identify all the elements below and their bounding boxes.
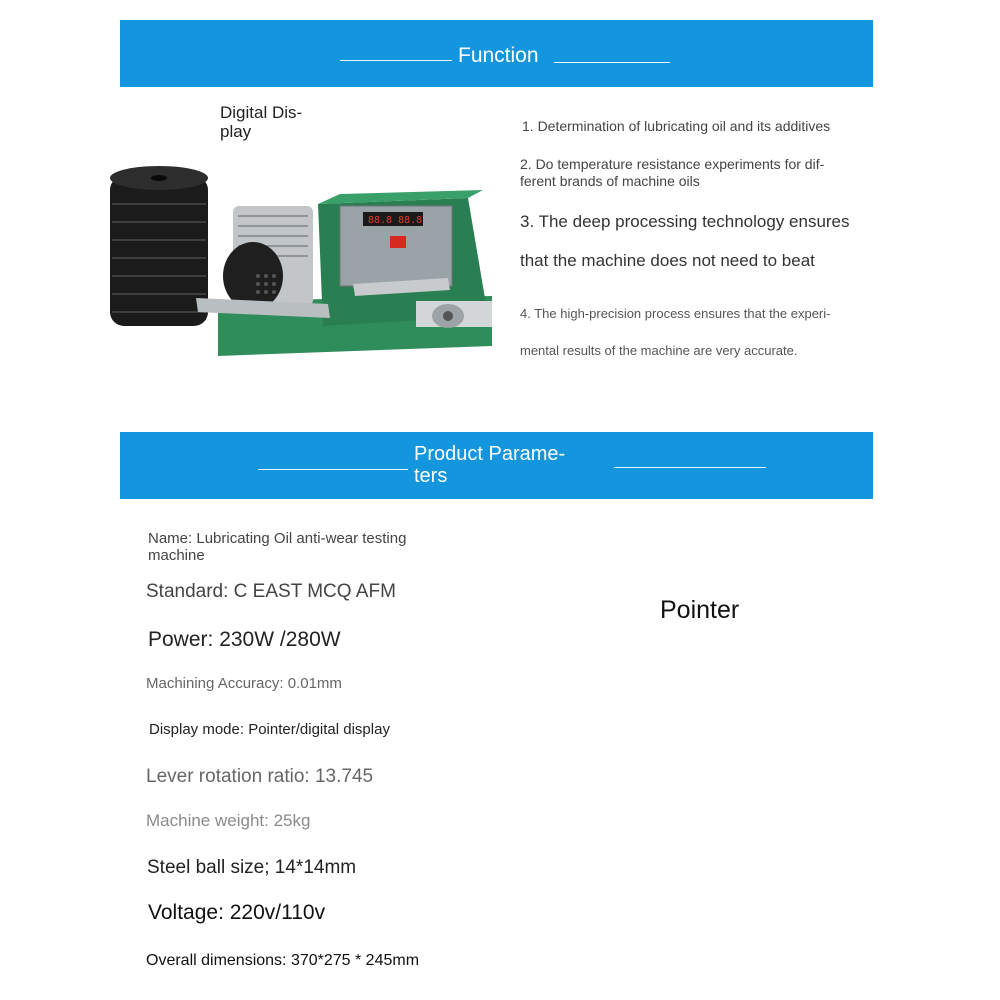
param-lever-rotation-ratio: Lever rotation ratio: 13.745 <box>146 766 374 787</box>
banner-rule-left <box>340 60 452 61</box>
param-steel-ball-size: Steel ball size; 14*14mm <box>147 857 357 878</box>
function-item-2-line1: 2. Do temperature resistance experiments for dif- <box>520 156 825 172</box>
motor <box>223 206 313 310</box>
function-item-4-line2: mental results of the machine are very accurate. <box>520 343 798 358</box>
banner-rule-left <box>258 469 408 470</box>
product-parameters-banner <box>120 432 873 499</box>
digital-display-label-line1: Digital Dis- <box>220 103 303 122</box>
function-item-3-line1: 3. The deep processing technology ensures <box>520 212 850 231</box>
function-item-3-line2: that the machine does not need to beat <box>520 251 815 270</box>
banner-rule-right <box>554 62 670 63</box>
param-machine-weight: Machine weight: 25kg <box>146 811 311 830</box>
function-banner <box>120 20 873 87</box>
param-standard: Standard: C EAST MCQ AFM <box>146 581 396 602</box>
param-display-mode: Display mode: Pointer/digital display <box>149 721 390 738</box>
pointer-label: Pointer <box>660 596 740 624</box>
function-item-4-line1: 4. The high-precision process ensures that the experi- <box>520 306 831 321</box>
param-voltage: Voltage: 220v/110v <box>148 901 326 924</box>
param-name-line2: machine <box>148 547 205 564</box>
product-parameters-title-line1: Product Parame- <box>414 443 566 465</box>
param-overall-dimensions: Overall dimensions: 370*275 * 245mm <box>146 952 420 969</box>
svg-text:88.8 88.8: 88.8 88.8 <box>368 215 423 226</box>
banner-rule-right <box>614 467 766 468</box>
digital-display-label <box>220 103 302 141</box>
param-name-line1: Name: Lubricating Oil anti-wear testing <box>148 530 407 547</box>
product-parameters-title <box>414 443 565 487</box>
function-item-1: 1. Determination of lubricating oil and its additives <box>522 118 831 134</box>
power-switch <box>390 236 406 248</box>
product-parameters-title-line2: ters <box>414 465 448 487</box>
function-title: Function <box>458 44 539 67</box>
testing-machine-image <box>108 166 500 366</box>
param-power: Power: 230W /280W <box>148 628 341 651</box>
digital-display-label-line2: play <box>220 122 252 141</box>
function-item-2-line2: ferent brands of machine oils <box>520 173 700 189</box>
test-head <box>416 301 492 328</box>
param-machining-accuracy: Machining Accuracy: 0.01mm <box>146 675 342 692</box>
weight-stack <box>110 166 208 326</box>
